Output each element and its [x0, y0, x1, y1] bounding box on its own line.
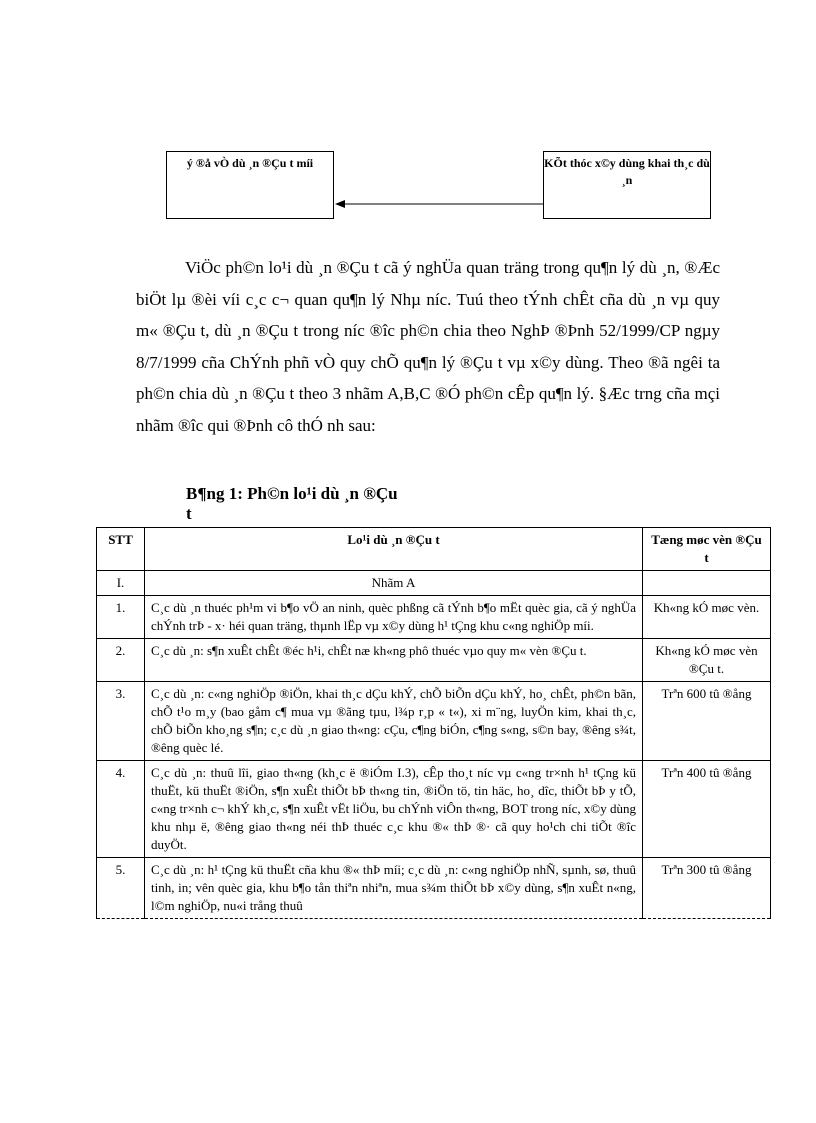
header-total-investment: Tæng møc vèn ®Çu t [643, 528, 771, 571]
row-invest: Kh«ng kÓ møc vèn. [643, 596, 771, 639]
row-stt: 1. [97, 596, 145, 639]
row-desc: C¸c dù ¸n: h¹ tÇng kü thuËt cña khu ®« thÞ míi; c¸c dù ¸n: c«ng nghiÖp nhÑ, sµnh, sø, thuû tinh, in; vên quèc gia, khu b¶o tån thiªn nhiªn, mua s¾m thiÕt bÞ x©y dùng, s¶n xuÊt n«ng, l©m nghiÖp, nu«i trång thuû [145, 858, 643, 919]
table-row [97, 858, 771, 919]
row-invest: Trªn 400 tû ®ång [643, 761, 771, 858]
row-desc: C¸c dù ¸n: s¶n xuÊt chÊt ®éc h¹i, chÊt næ kh«ng phô thuéc vµo quy m« vèn ®Çu t. [145, 639, 643, 682]
row-stt: 5. [97, 858, 145, 919]
table-group-row [97, 571, 771, 596]
header-project-type: Lo¹i dù ¸n ®Çu t [145, 528, 643, 571]
diagram-box-project-end-text: KÕt thóc x©y dùng khai th¸c dù ¸n [544, 156, 710, 187]
header-stt: STT [97, 528, 145, 571]
page-bottom-margin [90, 1024, 790, 1123]
body-paragraph [136, 252, 720, 442]
group-empty [643, 571, 771, 596]
diagram-box-new-idea-text: ý ®å vÒ dù ¸n ®Çu t míi [186, 156, 314, 170]
row-stt: 3. [97, 682, 145, 761]
diagram-arrow [0, 0, 816, 260]
row-desc: C¸c dù ¸n: c«ng nghiÖp ®iÖn, khai th¸c dÇu khÝ, chÕ biÕn dÇu khÝ, ho¸ chÊt, ph©n bãn, chÕ t¹o m¸y (bao gåm c¶ mua vµ ®ãng tµu, l¾p r¸p « t«), xi m¨ng, luyÖn kim, khai th¸c, chÕ biÕn kho¸ng s¶n; c¸c dù ¸n giao th«ng: cÇu, c¶ng biÓn, c¶ng s«ng, s©n bay, ®êng s¾t, ®êng quèc lé. [145, 682, 643, 761]
group-label: Nhãm A [145, 571, 643, 596]
table-row [97, 596, 771, 639]
row-desc: C¸c dù ¸n thuéc ph¹m vi b¶o vÖ an ninh, quèc phßng cã tÝnh b¶o mËt quèc gia, cã ý nghÜa chÝnh trÞ - x· héi quan träng, thµnh lËp vµ x©y dùng h¹ tÇng khu c«ng nghiÖp míi. [145, 596, 643, 639]
row-desc: C¸c dù ¸n: thuû lîi, giao th«ng (kh¸c ë ®iÓm I.3), cÊp tho¸t níc vµ c«ng tr×nh h¹ tÇng kü thuËt, kü thuËt ®iÖn, s¶n xuÊt thiÕt bÞ th«ng tin, ®iÖn tö, tin häc, ho¸ dîc, thiÕt bÞ y tÕ, c«ng tr×nh c¬ khÝ kh¸c, s¶n xuÊt vËt liÖu, bu chÝnh viÔn th«ng, BOT trong níc, x©y dùng khu nhµ ë, ®êng giao th«ng néi thÞ thuéc c¸c khu ®« thÞ ®· cã quy ho¹ch chi tiÕt ®îc duyÖt. [145, 761, 643, 858]
table-header-row [97, 528, 771, 571]
row-stt: 4. [97, 761, 145, 858]
body-paragraph-text: ViÖc ph©n lo¹i dù ¸n ®Çu t cã ý nghÜa quan träng trong qu¶n lý dù ¸n, ®Æc biÖt lµ ®èi víi c¸c c¬ quan qu¶n lý Nhµ níc. Tuú theo tÝnh chÊt cña dù ¸n vµ quy m« ®Çu t, dù ¸n ®Çu t trong níc ®îc ph©n chia theo NghÞ ®Þnh 52/1999/CP ngµy 8/7/1999 cña ChÝnh phñ vÒ quy chÕ qu¶n lý ®Çu t vµ x©y dùng. Theo ®ã ngêi ta ph©n chia dù ¸n ®Çu t theo 3 nhãm A,B,C ®Ó ph©n cÊp qu¶n lý. §Æc trng cña mçi nhãm ®îc qui ®Þnh cô thÓ nh sau: [136, 258, 720, 435]
row-invest: Trªn 600 tû ®ång [643, 682, 771, 761]
row-invest: Trªn 300 tû ®ång [643, 858, 771, 919]
classification-table [96, 527, 771, 919]
row-invest: Kh«ng kÓ møc vèn ®Çu t. [643, 639, 771, 682]
table-row [97, 682, 771, 761]
table-row [97, 761, 771, 858]
table-row [97, 639, 771, 682]
group-stt: I. [97, 571, 145, 596]
row-stt: 2. [97, 639, 145, 682]
table-caption: B¶ng 1: Ph©n lo¹i dù ¸n ®Çu t [186, 484, 398, 523]
